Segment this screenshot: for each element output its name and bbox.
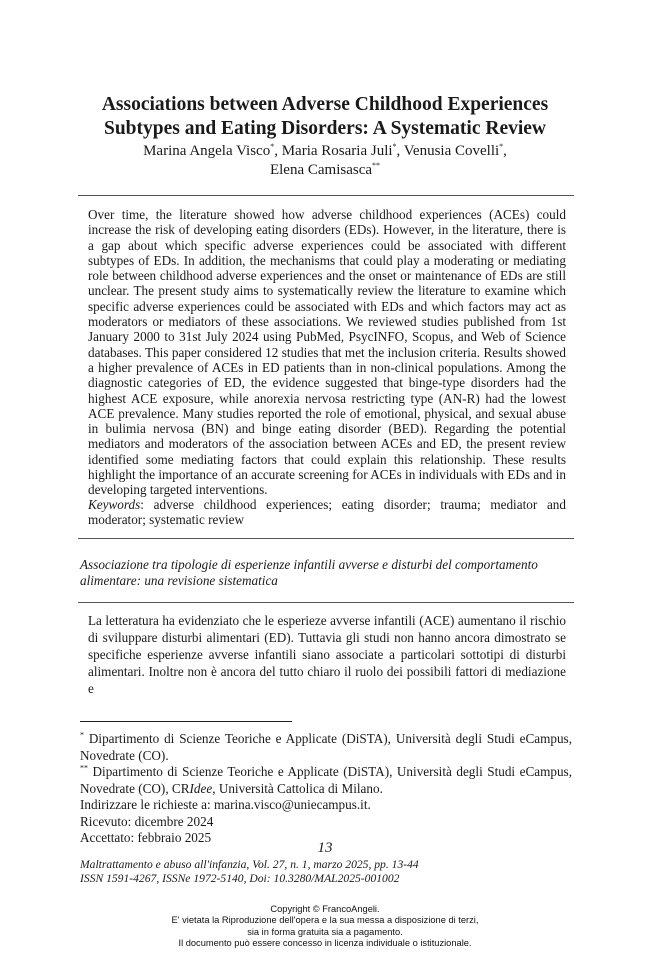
keywords [88, 497, 566, 528]
affiliation-mark: * [270, 142, 275, 151]
footnote-divider [80, 721, 292, 722]
author-list [40, 142, 610, 180]
abstract-italian: La letteratura ha evidenziato che le esperieze avverse infantili (ACE) aumentano il rischio di sviluppare disturbi alimentari (ED). Tuttavia gli studi non hanno ancora dimostrato se specifiche esperienze avverse infantili siano associate a particolari sottotipi di disturbi alimentari. Inoltre non è ancora del tutto chiaro il ruolo dei possibili fattori di mediazione e [88, 613, 566, 696]
copyright-notice [0, 904, 650, 949]
footnote-mark: * [80, 730, 84, 740]
page-number: 13 [317, 840, 333, 856]
footnotes [80, 731, 572, 847]
keywords-label: Keywords [88, 497, 141, 512]
footnote-affiliation-1 [80, 731, 572, 764]
section-divider [78, 195, 574, 196]
journal-citation [80, 858, 580, 886]
author-name: , Venusia Covelli [396, 143, 500, 159]
footnote-text: Dipartimento di Scienze Teoriche e Applicate (DiSTA), Università degli Studi eCampus, Novedrate (CO). [80, 731, 572, 763]
copyright-line: Copyright © FrancoAngeli. [270, 904, 380, 914]
copyright-line: sia in forma gratuita sia a pagamento. [247, 926, 403, 937]
affiliation-mark: * [499, 142, 504, 151]
author-name: , Maria Rosaria Juli [274, 143, 393, 159]
accepted-date: Accettato: febbraio 2025 [80, 830, 212, 845]
italian-title: Associazione tra tipologie di esperienze infantili avverse e disturbi del comportamento alimentare: una revisione sistematica [80, 557, 538, 588]
footnote-mark: ** [80, 763, 88, 773]
footnote-affiliation-2 [80, 764, 572, 797]
footnote-text: , Università Cattolica di Milano. [212, 780, 383, 796]
footnote-text: Dipartimento di Scienze Teoriche e Applicate (DiSTA), Università degli Studi eCampus, Novedrate (CO), CR [80, 764, 572, 796]
copyright-line: E' vietata la Riproduzione dell'opera e la sua messa a disposizione di terzi, [171, 915, 479, 926]
affiliation-mark: ** [372, 161, 381, 170]
journal-issn-line: ISSN 1591-4267, ISSNe 1972-5140, Doi: 10.3280/MAL2025-001002 [80, 872, 400, 885]
article-title-line-1: Associations between Adverse Childhood Experiences [101, 94, 549, 115]
section-divider [78, 538, 574, 539]
affiliation-mark: * [392, 142, 397, 151]
section-divider [78, 602, 574, 603]
article-title [40, 93, 610, 141]
received-date: Ricevuto: dicembre 2024 [80, 813, 214, 829]
contact-line: Indirizzare le richieste a: marina.visco@uniecampus.it. [80, 797, 371, 812]
journal-info-line: Maltrattamento e abuso all'infanzia, Vol. 27, n. 1, marzo 2025, pp. 13-44 [80, 858, 419, 871]
abstract-english: Over time, the literature showed how adverse childhood experiences (ACEs) could increase the risk of developing eating disorders (EDs). However, in the literature, there is a gap about which specific adverse experiences could be associated with different subtypes of EDs. In addition, the mechanisms that could play a moderating or mediating role between childhood adverse experiences and the onset or maintenance of EDs are still unclear. The present study aims to systematically review the literature to examine which specific adverse experiences could be associated with EDs and which factors may act as moderators or mediators of these associations. We reviewed studies published from 1st January 2000 to 31st July 2024 using PubMed, PsycINFO, Scopus, and Web of Science databases. This paper considered 12 studies that met the inclusion criteria. Results showed a higher prevalence of ACEs in ED patients than in non-clinical populations. Among the diagnostic categories of ED, the evidence suggested that binge-type disorders had the highest ACE exposure, while anorexia nervosa restricting type (AN-R) had the lowest ACE prevalence. Many studies reported the role of emotional, physical, and sexual abuse in bulimia nervosa (BN) and binge eating disorder (BED). Regarding the potential mediators and moderators of the association between ACEs and ED, the present review identified some mediating factors that could explain this relationship. These results highlight the importance of an accurate screening for ACEs in individuals with EDs and in developing targeted interventions. [88, 207, 566, 498]
keywords-text: : adverse childhood experiences; eating disorder; trauma; mediator and moderator; systematic review [88, 497, 566, 528]
article-title-line-2: Subtypes and Eating Disorders: A Systematic Review [103, 118, 547, 139]
author-name: Elena Camisasca [269, 162, 373, 178]
footnote-text-italic: Idee [189, 780, 213, 796]
copyright-line: Il documento può essere concesso in licenza individuale o istituzionale. [178, 937, 472, 948]
author-name: Marina Angela Visco [143, 143, 271, 159]
author-separator: , [503, 143, 507, 159]
